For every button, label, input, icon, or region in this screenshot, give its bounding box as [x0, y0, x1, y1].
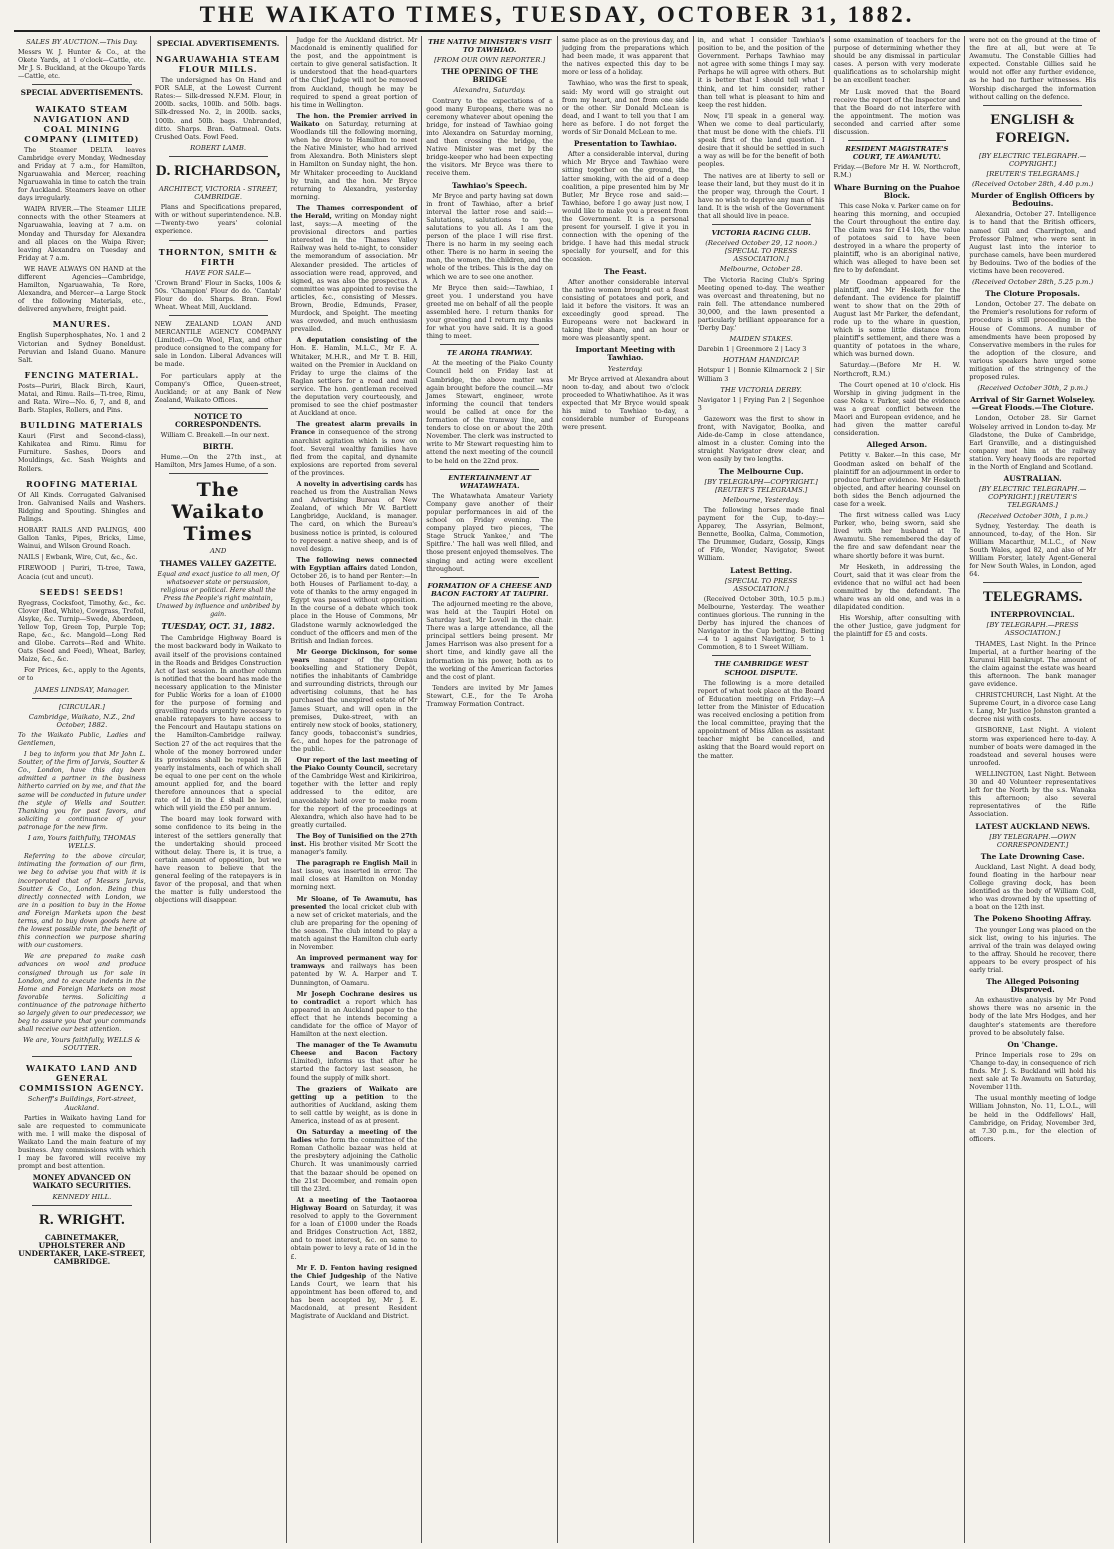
whare-body: This case Noka v. Parker came on for hearing this morning, and occupied the Court throughout the entire day. The claim was for £14 10s, the value of potatoes said to have been destroyed in a whare the property of plaintiff, who is an aboriginal native, which was alleged to have been set fire to by defendant.: [833, 201, 961, 275]
circular-place: Cambridge, Waikato, N.Z., 2nd October, 1882.: [28, 712, 135, 729]
money-line: MONEY ADVANCED ON WAIKATO SECURITIES.: [32, 1173, 131, 1191]
col5-body-1: same place as on the previous day, and judging from the preparations which had been made, it was apparent that the natives expected this day to be more or less of a holiday.: [562, 36, 689, 77]
circular-to: To the Waikato Public, Ladies and Gentlemen,: [18, 730, 146, 747]
sloane-body: the local cricket club with a new set of cricket materials, and the club are preparing for the opening of the season. The club intend to play a match against the Hamilton club early in November.: [290, 902, 418, 952]
hotham-results: Hotspur 1 | Bonnie Kilmarnock 2 | Sir William 3: [697, 366, 825, 383]
wolseley-time: (Received October 30th, 2 p.m.): [977, 384, 1088, 393]
cup-body: The following horses made final payment for the Cup, to-day:—Apparey, The Assyrian, Belmont, Bennette, Boolka, Calma, Commotion, The Drummer, Gudarz, Gossip, Kings of Fife, Wonder, Navigator, Sweet William.: [697, 505, 825, 563]
latest-sub: [BY TELEGRAPH.—OWN CORRESPONDENT.]: [989, 832, 1076, 849]
novelty-lead: A novelty in advertising cards: [296, 479, 404, 488]
bridge-place: Alexandra, Saturday.: [453, 86, 526, 95]
mills-body: The undersigned has On Hand and FOR SALE, at the Lowest Current Rates:— Silk-dressed N.F.M. Flour, in 200lb. sacks, 100lb. and 50lb. bags. Silk-dressed No. 2, in 200lb. sacks, 100lb. and 50lb. bags. Unbranded, ditto. Sharps. Bran. Oatmeal. Oats. Crushed Oats. Fowl Feed.: [154, 76, 282, 141]
col5-body-2: Tawhiao, who was the first to speak, said: My word will go straight out from my heart, and not from one side or the other. Sir Donald McLean is dead, and I want to tell you that I am here as before. I do not forget the words of Sir Donald McLean to me.: [562, 79, 689, 137]
waipa-river-ad: WAIPA RIVER.—The Steamer LILIE connects with the other Steamers at Ngaruawahia, leaving at 7 a.m. on Monday and Thursday for Alexandra and all places on the Waipa River; leaving Alexandra on Tuesday and Friday at 7 a.m.: [18, 205, 146, 262]
reuter-sub: [REUTER'S TELEGRAMS.]: [986, 169, 1079, 178]
loan-body: For particulars apply at the Company's Office, Queen-street, Auckland; or at any Bank of New Zealand, Waikato Offices.: [154, 371, 282, 404]
steam-nav-ad-body: The Steamer DELTA leaves Cambridge every Monday, Wednesday and Friday at 7 a.m., for Hamilton, Ngaruawahia and Mercer, reaching Ngaruawahia in time to catch the train for Auckland. Steamers leave on other days irregularly.: [18, 145, 146, 203]
resident-date: Friday.—(Before Mr H. W. Northcroft, R.M.): [833, 163, 961, 180]
feast-body: After another considerable interval the native women brought out a feast consisting of potatoes and pork, and laid it before the visitors. It was an exceedingly good spread. The Europeans were not backward in taking their share, and an hour or more was pleasantly spent.: [562, 277, 689, 343]
speech-body: Mr Bryce and party having sat down in front of Tawhiao, after a brief interval the latter rose and said:—Salutations, salutations to you, salutations to you all. As I am the person of the place I will rise first. There is no harm in my seeing each other. There is no harm in seeing the man, the women, the children, and the whole of the tribes. This is the day on which we are to see one another.: [426, 191, 553, 281]
report-lead: Our report of the last meeting of the Piako County Council,: [290, 756, 418, 773]
issue-date: TUESDAY, OCT. 31, 1882.: [161, 621, 275, 632]
betting-heading: Latest Betting.: [730, 565, 793, 575]
saturday-lead: On Saturday a meeting of the ladies: [290, 1128, 418, 1145]
circular-heading: [CIRCULAR.]: [58, 702, 105, 711]
arson-heading: Alleged Arson.: [866, 440, 928, 450]
whare-body-2: Mr Goodman appeared for the plaintiff, and Mr Hesketh for the defendant. The evidence for plaintiff went to show that on the 29th of August last Mr Parker, the defendant, rode up to the whare in question, which is some little distance from plaintiff's settlement, and there was a quantity of potatoes in the whare, which was burned down.: [833, 277, 961, 359]
dispute-heading: THE CAMBRIDGE WEST SCHOOL DISPUTE.: [714, 660, 809, 677]
col6-body-1: in, and what I consider Tawhiao's position to be, and the position of the Government. Perhaps Tawhiao may not agree with some things I may say. Perhaps he will agree with others. But it is better that I should tell what I think, and let him consider, rather than tell what is pleasant to him and keep the rest hidden.: [697, 36, 825, 109]
improve-lead: An improved permanent way for tramways: [290, 954, 418, 971]
wright-body: CABINETMAKER, UPHOLSTERER AND UNDERTAKER, LAKE-STREET, CAMBRIDGE.: [18, 1232, 146, 1266]
bridge-heading: THE OPENING OF THE BRIDGE: [441, 67, 538, 85]
pokeno-heading: The Pokeno Shooting Affray.: [973, 914, 1092, 924]
saturday-court: Saturday.—(Before Mr H. W. Northcroft, R.M.): [833, 361, 961, 378]
betting-sub: [SPECIAL TO PRESS ASSOCIATION.]: [724, 576, 798, 593]
mills-heading: NGARUAWAHIA STEAM FLOUR MILLS.: [155, 54, 281, 75]
entertain-heading: ENTERTAINMENT AT WHATAWHATA.: [448, 473, 532, 490]
prices-line: For Prices, &c., apply to the Agents, or to: [18, 666, 146, 683]
hotham-heading: HOTHAM HANDICAP.: [722, 356, 800, 365]
graziers-lead: The graziers of Waikato are getting up a petition: [290, 1084, 418, 1101]
col6-body-3: The natives are at liberty to sell or lease their land, but they must do it in the proper way, through the Court. I have no wish to deprive any man of his land. It is the wish of the Government that all should live in peace.: [697, 171, 825, 220]
agency-body: Parties in Waikato having Land for sale are requested to communicate with me. I will make the disposal of Waikato Land the main feature of my business. Any commissions with which I may be favored will receive my prompt and best attention.: [18, 1113, 146, 1171]
dispute-body: The following is a more detailed report of what took place at the Board of Education meeting on Friday:—A letter from the Minister of Education was received enclosing a petition from the local committee, praying that the appointment of Miss Allen as assistant teacher might be cancelled, and asking that the Board would report on the matter.: [697, 678, 825, 760]
derby-results: Navigator 1 | Frying Pan 2 | Segenhoe 3: [697, 395, 825, 412]
column-8: [964, 36, 1100, 1543]
column-4: [421, 36, 557, 1543]
entertain-body: The Whatawhata Amateur Variety Company gave another of their popular performances in aid of the school on Friday evening. The company played two pieces, 'The Stage Struck Yankee,' and 'The Spitfire.' The hall was well filled, and those present enjoyed themselves. The singing and acting were excellent throughout.: [426, 491, 553, 573]
racing-sub: (Received October 29, 12 noon.) [SPECIAL TO PRESS ASSOCIATION.]: [705, 239, 817, 264]
fencing-body: Posts—Puriri, Black Birch, Kauri, Matai, and Rimu. Rails—Ti-tree, Rimu, and Rata. Wire—No. 6, 7, and 8, and Barb. Staples, Rollers, and Pins.: [18, 381, 146, 415]
australian-heading: AUSTRALIAN.: [1003, 474, 1062, 484]
agency-heading: WAIKATO LAND AND GENERAL COMMISSION AGENCY.: [19, 1063, 145, 1094]
column-5: [557, 36, 693, 1543]
murder-body: Alexandria, October 27. Intelligence is to hand that the British officers, named Gill and Charrington, and Professor Palmer, who were sent in August last into the interior to purchase camels, have been murdered by Bedouins. Two of the bodies of the victims have been recovered.: [969, 210, 1096, 275]
circular-body: I beg to inform you that Mr John L. Soutter, of the firm of Jarvis, Soutter & Co., London, have this day been admitted a partner in the business hitherto carried on by me, and that the same will be conducted in future under the style of Wells and Soutter. Thanking you for past favors, and soliciting a continuance of your patronage for the new firm.: [18, 750, 146, 831]
murder-heading: Murder of English Officers by Bedouins.: [971, 191, 1095, 209]
derby-description: Gazeworx was the first to show in front, with Navigator, Boolka, and Aide-de-Camp in close attendance, almost in a cluster. Coming into the straight Navigator drew clear, and won easily by two lengths.: [697, 414, 825, 464]
thornton-sub: HAVE FOR SALE—: [185, 268, 252, 277]
leader-body-2: The board may look forward with some confidence to its being in the interest of the settlers generally that the undertaking should proceed without delay. There is, it is true, a certain amount of opposition, but we have reason to believe that the general feeling of the ratepayers is in favor of the proposal, and that when the matter is fully understood the objections will disappear.: [154, 815, 282, 905]
tootaroa-body: on Saturday, it was resolved to apply to the Government for a loan of £1000 under the Roads and Bridges Construction Act, 1882, and to meet interest, &c. on same to obtain power to levy a rate of 1d in the £.: [290, 1203, 418, 1261]
aroha-body: At the meeting of the Piako County Council held on Friday last at Cambridge, the above matter was again brought before the council.—Mr James Stewart, engineer, wrote informing the council that tenders would be called at once for the formation of the tramway line, and tenders to close on or about the 20th November. The clerk was instructed to write to Mr Stewart requesting him to attend the next meeting of the council to be held on the 22nd prox.: [426, 359, 553, 465]
manager-body: (Limited), informs us that after he started the factory last season, he found the supply of milk short.: [290, 1057, 418, 1082]
circular-sign-2: We are, Yours faithfully, WELLS & SOUTTER.: [23, 1036, 141, 1053]
lodge-notice: The usual monthly meeting of lodge William Johnston, No. 11, L.O.L., will be held in the Oddfellows' Hall, Cambridge, on Friday, November 3rd, at 7.30 p.m., for the election of officers.: [969, 1094, 1096, 1143]
nails-ad: NAILS | Ewbank, Wire, Cut, &c., &c.: [18, 553, 138, 562]
cheese-body: The adjourned meeting re the above, was held at the Taupiri Hotel on Saturday last, Mr Lovell in the chair. There was a large attendance, all the principal settlers being present. Mr James Harrison was also present for a short time, and kindly gave all the information in his power, both as to the working of the American factories and the cost of plant.: [426, 599, 553, 681]
judge-para: Judge for the Auckland district. Mr Macdonald is eminently qualified for the post, and the appointment is certain to give general satisfaction. It is understood that the head-quarters of the Chief Judge will not be removed from Auckland, though he may be required to spend a great portion of his time in Wellington.: [290, 36, 418, 109]
native-sub: [FROM OUR OWN REPORTER.]: [434, 56, 546, 65]
improve-body: and railways has been patented by W. A. Harper and T. Dunnington, of Oamaru.: [290, 962, 418, 987]
building-body: Kauri (First and Second-class), Kahikatea and Rimu. Rimu for Furniture. Sashes, Doors and Mouldings, &c. Sash Weights and Rollers.: [18, 432, 146, 473]
paragraph-lead: The paragraph re English Mail: [296, 859, 409, 868]
premier-lead: The hon. the Premier arrived in Waikato: [290, 111, 418, 128]
native-heading: THE NATIVE MINISTER'S VISIT TO TAWHIAO.: [428, 38, 552, 55]
change-heading: On 'Change.: [1007, 1039, 1058, 1049]
birth-body: Hume.—On the 27th inst., at Hamilton, Mrs James Hume, of a son.: [154, 453, 282, 470]
cup-heading: The Melbourne Cup.: [718, 466, 804, 476]
richardson-heading: D. RICHARDSON,: [155, 162, 281, 179]
aroha-heading: TE AROHA TRAMWAY.: [446, 349, 533, 358]
column-2: [150, 36, 286, 1543]
change-body: Prince Imperials rose to 29s on 'Change to-day, in consequence of rich finds. Mr J. S. Buckland will hold his next sale at Te Awamutu on Saturday, November 11th.: [969, 1050, 1096, 1092]
column-6: [693, 36, 829, 1543]
wolseley-heading: Arrival of Sir Garnet Wolseley.—Great Floods.—The Cloture.: [970, 395, 1096, 413]
fencing-heading: FENCING MATERIAL.: [24, 369, 140, 380]
fenton-lead: Mr F. D. Fenton having resigned the Chief Judgeship: [290, 1263, 418, 1280]
agency-sub: Scherff's Buildings, Fort-street, Auckland.: [27, 1095, 137, 1112]
arson-body-2: The first witness called was Lucy Parker, who, being sworn, said she lived with her husband at Te Awamutu. She remembered the day of the fire and saw defendant near the whare shortly before it was burnt.: [833, 511, 961, 560]
manager-lead: The manager of the Te Awamutu Cheese and Bacon Factory: [290, 1041, 418, 1058]
loan-ad: NEW ZEALAND LOAN AND MERCANTILE AGENCY COMPANY (Limited).—On Wool, Flax, and other produce consigned to the company for sale in London. Liberal Advances will be made.: [154, 319, 282, 369]
notice-heading: NOTICE TO CORRESPONDENTS.: [174, 411, 262, 429]
cup-place: Melbourne, Yesterday.: [722, 495, 800, 504]
cheese-heading: FORMATION OF A CHEESE AND BACON FACTORY AT TAUPIRI.: [427, 581, 552, 598]
birth-heading: BIRTH.: [202, 442, 234, 452]
page-columns: [14, 36, 1100, 1543]
special-ads-heading: SPECIAL ADVERTISEMENTS.: [20, 88, 144, 98]
thames-lead: The Thames correspondent of the Herald,: [290, 203, 418, 220]
feast-heading: The Feast.: [604, 266, 647, 276]
report-body: secretary of the Cambridge West and Kirikiriroa, together with the letter and reply addressed to the editor, are unavoidably held over to make room for the report of the proceedings at Alexandra, which also have had to be greatly curtailed.: [290, 764, 418, 829]
special-ads-heading-2: SPECIAL ADVERTISEMENTS.: [156, 39, 280, 48]
presentation-body: After a considerable interval, during which Mr Bryce and Tawhiao were sitting together on the ground, the latter smoking, with the aid of a deep coalition, a pipe presented him by Mr Butler, Mr Bryce rose and said:—Tawhiao, before I go away just now, I would like to make you a present from the Government. It is a personal present for yourself. I give it you in connection with the opening of the bridge. I have had this medal struck specially for yourself, and for this occasion.: [562, 150, 689, 264]
gisborne-telegram: GISBORNE, Last Night. A violent storm was experienced here to-day. A number of boats were damaged in the roadstead and several houses were unroofed.: [969, 726, 1096, 767]
wellington-telegram: WELLINGTON, Last Night. Between 30 and 40 Volunteer representatives left for the North by the s.s. Wanaka this afternoon; also several representatives of the Rifle Association.: [969, 769, 1096, 819]
presentation-heading: Presentation to Tawhiao.: [573, 139, 677, 149]
meeting-heading: Important Meeting with Tawhiao.: [575, 345, 676, 363]
closure-body: London, October 27. The debate on the Premier's resolutions for reform of procedure is still proceeding in the House of Commons. A number of amendments have been proposed by Conservative members in the rules for the adoption of the closure, and various speakers have urged some mitigation of the stringency of the proposed rules.: [969, 300, 1096, 382]
boy-body: His brother visited Mr Scott the manager's family.: [290, 840, 418, 857]
kennedy-sign: KENNEDY HILL.: [52, 1192, 112, 1201]
col6-body-2: Now, I'll speak in a general way. When we come to deal particularly, that must be done with the chiefs. I'll speak first of the land question. I desire that it should be settled in such a way as will be for the benefit of both peoples.: [697, 111, 825, 169]
notice-body: William C. Breakell.—In our next.: [160, 431, 270, 440]
paper-motto: Equal and exact justice to all men, Of whatsoever state or persuasion, religious or political. Here shall the Press the People's right maintain, Unawed by influence and unbribed by gain.: [156, 569, 280, 619]
poison-body: An exhaustive analysis by Mr Pond shows there was no arsenic in the body of the late Mrs Hodges, and her daughter's statements are therefore proved to be absolutely false.: [969, 996, 1096, 1037]
manures-heading: MANURES.: [52, 319, 112, 330]
roofing-body: Of All Kinds. Corrugated Galvanised Iron. Galvanised Nails and Washers. Ridging and Spouting. Shingles and Palings.: [18, 490, 146, 523]
col7-body-2: Mr Lusk moved that the Board receive the report of the Inspector and that the Board do not interfere with the appointment. The motion was seconded and carried after some discussion.: [833, 87, 961, 137]
tootaroa-lead: At a meeting of the Taotaoroa Highway Board: [290, 1195, 418, 1212]
building-heading: BUILDING MATERIALS: [20, 420, 144, 431]
sales-heading: SALES BY AUCTION.—This Day.: [25, 38, 138, 46]
lamb-sign: ROBERT LAMB.: [190, 143, 247, 152]
novelty-body: has reached us from the Australian News and Advertising Bureau of New Zealand, of which Mr W. Bartlett Langbridge, Auckland, is manager. The card, on which the Bureau's business notice is printed, is coloured to represent a native sheep, and is of novel design.: [290, 479, 418, 553]
interprovincial-sub: [BY TELEGRAPH.—PRESS ASSOCIATION.]: [986, 621, 1079, 638]
dickinson-body: manager of the Orakau bookselling and Stationery Depôt, notifies the inhabitants of Cambridge and surrounding districts, through our advertising columns, that he has purchased the unexpired estate of Mr James Stuart, and will open in the premises, Duke-street, with an entirely new stock of books, stationery, fancy goods, tobacconist's sundries, &c., and hopes for the patronage of the public.: [290, 655, 418, 753]
leader-body: The Cambridge Highway Board is the most backward body in Waikato to avail itself of the provisions contained in the Roads and Bridges Construction Act of last session. In another column is notified that the board has made the necessary application to the Minister for Public Works for a loan of £1000 for the purpose of forming and gravelling roads urgently necessary to enable ratepayers to have access to the Fencourt and Hautapu stations on the Hamilton-Cambridge railway. Section 27 of the act requires that the whole of the money borrowed under its provisions shall be repaid in 26 yearly instalments, each of which shall be equal to one per cent on the whole amount applied for, and the board therefore announces that a special rate of 1d in the £ shall be levied, which will yield the £50 per annum.: [154, 634, 282, 813]
column-7: [829, 36, 965, 1543]
deputation-lead: A deputation consisting of the: [296, 336, 418, 345]
latest-heading: LATEST AUCKLAND NEWS.: [975, 821, 1090, 831]
news-lead: The following news connected with Egyptian affairs: [290, 555, 418, 572]
paragraph-body: in last issue, was inserted in error. The mail closes at Hamilton on Monday morning next.: [290, 859, 418, 892]
interprovincial-heading: INTERPROVINCIAL.: [990, 610, 1075, 620]
hobart-rails-ad: HOBART RAILS AND PALINGS, 400 Gallon Tanks, Pipes, Bricks, Lime, Wainui, and Wilson Ground Roach.: [18, 526, 146, 551]
paper-subtitle: THAMES VALLEY GAZETTE.: [159, 558, 277, 568]
pokeno-body: The younger Long was placed on the sick list, owing to his injuries. The arrival of the train was delayed owing to the affray. Should he recover, there appears to be every prospect of his early trial.: [969, 925, 1096, 974]
electric-sub: [BY ELECTRIC TELEGRAPH.—COPYRIGHT.]: [978, 151, 1087, 168]
architect-line: ARCHITECT, VICTORIA - STREET, CAMBRIDGE.: [158, 184, 278, 202]
arson-body: Petitty v. Baker.—In this case, Mr Goodman asked on behalf of the plaintiff for an adjournment in order to produce further evidence. Mr Hesketh objected, and after hearing counsel on both sides the Bench adjourned the case for a week.: [833, 451, 961, 508]
maiden-heading: MAIDEN STAKES.: [729, 335, 793, 344]
premier-body: on Saturday, returning at Woodlands till the following morning, when he drove to Hamilton to meet the Native Minister, who had arrived from Alexandra. Both Ministers slept in Hamilton on Sunday night, the hon. Mr Whitaker proceeding to Auckland by train, and the hon. Mr Bryce returning to Alexandra, yesterday morning.: [290, 119, 418, 201]
circular-body-3: We are prepared to make cash advances on wool and produce consigned through us for sale in London, and to execute indents in the Home and Foreign Markets on most favorable terms. Soliciting a continuance of the patronage hitherto so largely given to our predecessor, we beg to assure you that your commands shall receive our best attention.: [18, 952, 146, 1034]
resident-heading: RESIDENT MAGISTRATE'S COURT, TE AWAMUTU.: [845, 145, 949, 162]
tenders-line: Tenders are invited by Mr James Stewart, C.E., for the Te Aroha Tramway Formation Contract.: [426, 683, 553, 709]
fenton-body: of the Native Lands Court, we learn that his appointment has been offered to, and has been accepted by, Mr J. E. Macdonald, at present Resident Magistrate of Auckland and District.: [290, 1271, 418, 1321]
thames-telegram: THAMES, Last Night. In the Prince Imperial, at a further hearing of the Kurunui Hill bankrupt. The amount of the claim against the estate was heard this afternoon. The bank manager gave evidence.: [969, 639, 1096, 688]
alarm-lead: The greatest alarm prevails in France: [290, 420, 418, 437]
column-1: [14, 36, 150, 1543]
christchurch-telegram: CHRISTCHURCH, Last Night. At the Supreme Court, in a divorce case Lang v. Lang, Mr Justice Johnston granted a decree nisi with costs.: [969, 691, 1096, 724]
closure-heading: The Cloture Proposals.: [985, 289, 1080, 299]
speech-heading: Tawhiao's Speech.: [452, 180, 528, 190]
telegrams-heading: TELEGRAMS.: [982, 589, 1083, 606]
australian-time: (Received October 30th, 1 p.m.): [977, 511, 1088, 520]
racing-body: The Victoria Racing Club's Spring Meeting opened to-day. The weather was overcast and threatening, but no rain fell. The attendance numbered 30,000, and the lawn presented a particularly brilliant appearance for a 'Derby Day.': [697, 275, 825, 333]
thames-body: writing on Monday night last, says:—A meeting of the provisional directors and parties interested in the Thames Valley Railway was held to-night, to consider the memorandum of association. Mr Alexander presided. The articles of association were read, approved, and signed, as was also the prospectus. A committee was appointed to revise the articles, &c., consisting of Messrs. Brown, Brodie, Edmunds, Fraser, Murdock, and Speight. The meeting was crowded, and much enthusiasm prevailed.: [290, 211, 418, 334]
graziers-body: to the authorities of Auckland, asking them to sell cattle by weight, as is done in America, instead of as at present.: [290, 1092, 418, 1125]
betting-body: (Received October 30th, 10.5 p.m.) Melbourne, Yesterday. The weather continues glorious. The running in the Derby has injured the chances of Navigator in the Cup betting. Betting—4 to 1 against Navigator, 5 to 1 Commotion, 8 to 1 Sweet William.: [697, 594, 825, 652]
maiden-results: Darebin 1 | Greenmore 2 | Lacy 3: [697, 345, 807, 354]
deputation-body: Hon. E. Hamlin, M.L.C., Mr F. A. Whitaker, M.H.R., and Mr T. B. Hill, waited on the Premier in Auckland on Friday to urge the claims of the Raglan settlers for a road and mail service. The hon. gentleman received the deputation very courteously, and promised to see the chief postmaster at Auckland at once.: [290, 344, 418, 418]
masthead: [14, 0, 1100, 32]
judgment-body: His Worship, after consulting with the other Justice, gave judgment for the plaintiff for £5 and costs.: [833, 614, 961, 639]
meeting-place: Yesterday.: [607, 364, 643, 373]
drown-heading: The Late Drowning Case.: [980, 851, 1085, 861]
derby-heading: THE VICTORIA DERBY.: [720, 385, 802, 394]
poison-heading: The Alleged Poisoning Disproved.: [986, 977, 1079, 995]
news-body: dated London, October 26, is to hand per Renter:—In both Houses of Parliament to-day, a vote of thanks to the army engaged in Egypt was passed without opposition. In the course of a debate which took place in the House of Commons, Mr Gladstone warmly acknowledged the conduct of the officers and men of the British and Indian forces.: [290, 563, 418, 645]
firewood-ad: FIREWOOD | Puriri, Ti-tree, Tawa, Acacia (cut and uncut).: [18, 564, 146, 581]
bryce-body: Mr Bryce then said:—Tawhiao, I greet you. I understand you have greeted me on behalf of all the people assembled here. I return thanks for your greeting and I return my thanks for what you have said. It is a good thing to meet.: [426, 283, 553, 341]
english-foreign-heading: ENGLISH & FOREIGN.: [990, 111, 1075, 146]
meeting-body: Mr Bryce arrived at Alexandra about noon to-day, and about two o'clock proceeded to Whatiwhatihoe. As it was expected that Mr Bryce would speak his mind to Tawhiao to-day, a considerable number of Europeans were present.: [562, 374, 689, 432]
saturday-body: who form the committee of the Roman Catholic bazaar was held at the presbytery adjoining the Catholic Church. It was unanimously carried that the bazaar should be opened on the 21st December, and remain open till the 23rd.: [290, 1136, 418, 1193]
racing-place: Melbourne, October 28.: [719, 265, 803, 274]
cochrane-lead: Mr Joseph Cochrane desires us to contradict: [290, 989, 418, 1006]
whare-heading: Whare Burning on the Puahoe Block.: [833, 182, 960, 200]
richardson-body: Plans and Specifications prepared, with or without superintendence. N.B.—Twenty-two years' colonial experience.: [154, 203, 282, 236]
column-3: [286, 36, 422, 1543]
col7-body-1: some examination of teachers for the purpose of determining whether they should be any dismissal in particular cases. A person with very moderate qualifications as to scholarship might be an excellent teacher.: [833, 36, 961, 85]
boy-lead: The Boy of Tunisified on the 27th inst.: [290, 831, 418, 848]
arson-body-3: Mr Hesketh, in addressing the Court, said that it was clear from the evidence that no wilful act had been committed by the defendant. The whare was an old one, and was in a dilapidated condition.: [833, 562, 961, 612]
agencies-ad: WE HAVE ALWAYS ON HAND at the different Agencies—Cambridge, Hamilton, Ngaruawahia, Te Rore, Alexandra, and Mercer—a Large Stock of the following Materials, etc., delivered anywhere, freight paid.: [18, 264, 146, 314]
seeds-body: Ryegrass, Cocksfoot, Timothy, &c., &c. Clover (Red, White), Cowgrass, Trefoil, Alsyke, &c. Turnip—Swede, Aberdeen, Yellow Top, Green Top, Purple Top; Rape, &c., &c. Mangold—Long Red and Globe. Carrots—Red and White. Oats (Seed and Feed), Wheat, Barley, Maize, &c., &c.: [18, 598, 146, 664]
paper-and: AND: [209, 547, 227, 556]
cochrane-body: a report which has appeared in an Auckland paper to the effect that he intends becoming a candidate for the office of Mayor of Hamilton at the next election.: [290, 997, 418, 1039]
sloane-lead: Mr Sloane, of Te Awamutu, has presented: [290, 894, 418, 911]
dickinson-lead: Mr George Dickinson, for some years: [290, 647, 418, 664]
newspaper-title: THE WAIKATO TIMES, TUESDAY, OCTOBER 31, 1882.: [199, 2, 915, 27]
circular-sign: I am, Yours faithfully, THOMAS WELLS.: [27, 834, 136, 851]
alarm-body: in consequence of the strong anarchist agitation which is now on foot. Several wealthy families have fled from the capital, and dynamite explosions are reported from several of the provinces.: [290, 428, 418, 477]
lindsay-sign: JAMES LINDSAY, Manager.: [34, 685, 130, 694]
saturday-court-body: The Court opened at 10 o'clock. His Worship in giving judgment in the case Noka v. Parker, said the evidence was a great conflict between the Maori and European evidence, and he had given the matter careful consideration.: [833, 380, 961, 438]
sales-body: Messrs W. J. Hunter & Co., at the Okete Yards, at 1 o'clock—Cattle, etc. Mr J. S. Buckland, at the Okoupo Yards—Cattle, etc.: [18, 48, 146, 81]
manures-body: English Superphosphates, No. 1 and 2 Victorian and Sydney Boneldust. Peruvian and Island Guano. Manure Salt.: [18, 331, 146, 364]
racing-heading: VICTORIA RACING CLUB.: [711, 229, 811, 238]
wright-heading: R. WRIGHT.: [39, 1211, 125, 1228]
australian-body: Sydney, Yesterday. The death is announced, to-day, of the Hon. Sir William Macarthur, M.L.C., of New South Wales, aged 82, and also of Mr William Forster, lately Agent-General for New South Wales, in London, aged 64.: [969, 521, 1096, 579]
bridge-body: Contrary to the expectations of a good many Europeans, there was no ceremony whatever about opening the bridge, for instead of Tawhiao going into Alexandra on Saturday morning, and then crossing the bridge, the Native Minister was met by the bridge-keeper who had been expecting the visitors. Mr Bryce was there to receive them.: [426, 96, 553, 178]
australian-sub: [BY ELECTRIC TELEGRAPH.—COPYRIGHT.] [REUTER'S TELEGRAMS.]: [978, 485, 1087, 510]
murder-time: (Received October 28th, 4.40 p.m.): [971, 180, 1094, 189]
seeds-heading: SEEDS! SEEDS!: [39, 586, 124, 597]
cup-sub: [BY TELEGRAPH—COPYRIGHT.] [REUTER'S TELEGRAMS.]: [704, 477, 818, 494]
drown-body: Auckland, Last Night. A dead body, found floating in the harbour near College graving dock, has been identified as the body of William Coll, who was drowned by the upsetting of a boat on the 12th inst.: [969, 862, 1096, 912]
roofing-heading: ROOFING MATERIAL: [25, 478, 138, 489]
steam-nav-ad-title: WAIKATO STEAM NAVIGATION AND COAL MINING COMPANY (LIMITED): [24, 103, 140, 144]
circular-body-2: Referring to the above circular, intimating the formation of our firm, we beg to advise you that with it is incorporated that of Messrs Jarvis, Soutter & Co., London. Being thus directly connected with London, we are in a position to buy in the Home and Foreign Markets upon the best terms, and to buy down goods here at the lowest possible rate, the benefit of this connection we purpose sharing with our customers.: [18, 852, 146, 950]
wolseley-body: London, October 28. Sir Garnet Wolseley arrived in London to-day. Mr Gladstone, the Duke of Cambridge, Earl Granville, and a distinguished company met him at the railway station. Very heavy floods are reported in the North of England and Scotland.: [969, 414, 1096, 472]
closure-time: (Received October 28th, 5.25 p.m.): [971, 278, 1094, 287]
thornton-body: 'Crown Brand' Flour in Sacks, 100s & 50s. 'Champion' Flour do do. 'Cantab' Flour do do. Sharps. Bran. Fowl Wheat. Wheat Mill, Auckland.: [154, 278, 282, 311]
paper-name: The Waikato Times: [171, 479, 265, 546]
col8-body-1: were not on the ground at the time of the fire at all, but were at Te Awamutu. The Constable Gillies had expected. Constable Gillies said he would not offer any further evidence, as he had no further witnesses. His Worship discharged the information without calling on the defence.: [969, 36, 1096, 101]
thornton-heading: THORNTON, SMITH & FIRTH: [158, 246, 278, 267]
